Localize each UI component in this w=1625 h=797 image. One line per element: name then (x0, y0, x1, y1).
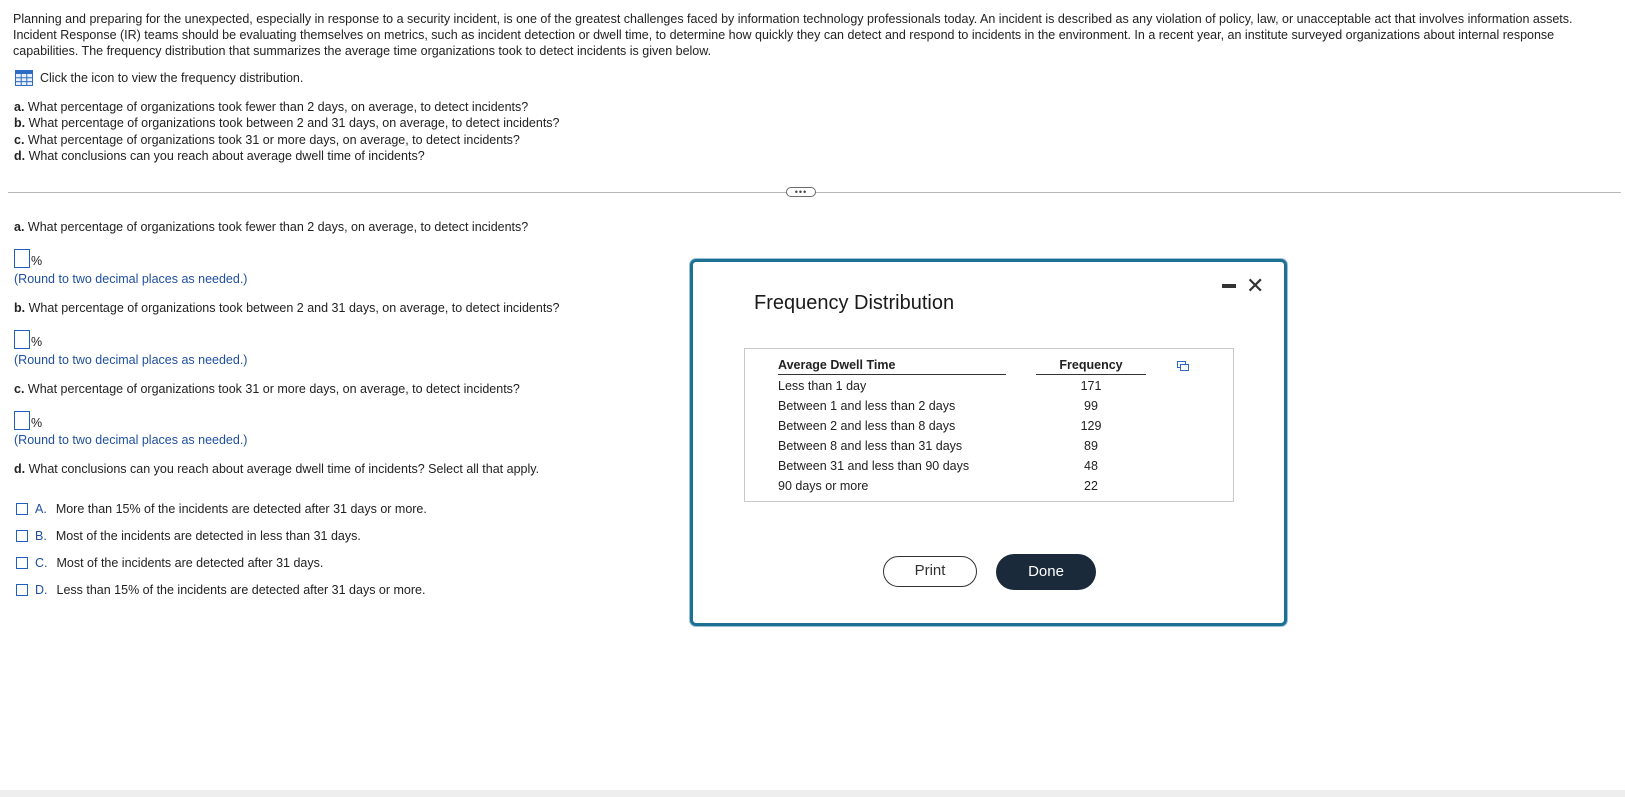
bottom-bar (0, 790, 1625, 797)
question-b: b. What percentage of organizations took between 2 and 31 days, on average, to detect incidents? (14, 116, 560, 131)
close-icon[interactable]: ✕ (1246, 273, 1265, 298)
expand-button[interactable]: ••• (786, 187, 816, 197)
option-d-checkbox[interactable] (16, 584, 28, 596)
answer-question-c: c. What percentage of organizations took 31 or more days, on average, to detect incidents? (14, 382, 520, 396)
header-dwell-time: Average Dwell Time (778, 355, 1006, 375)
frequency-table (778, 355, 1146, 495)
answer-a-hint: (Round to two decimal places as needed.) (14, 272, 248, 286)
answer-b-row: % (14, 330, 42, 349)
answer-question-d: d. What conclusions can you reach about average dwell time of incidents? Select all that apply. (14, 462, 540, 476)
view-distribution-line (15, 70, 303, 86)
table-row: Between 1 and less than 2 days 99 (778, 398, 1098, 413)
table-icon[interactable] (15, 70, 33, 86)
answer-question-b: b. What percentage of organizations took between 2 and 31 days, on average, to detect incidents? (14, 301, 560, 315)
question-list (14, 99, 560, 165)
answer-a-input[interactable] (14, 249, 30, 268)
option-a[interactable]: A. More than 15% of the incidents are detected after 31 days or more. (16, 502, 427, 516)
done-button[interactable]: Done (996, 554, 1096, 590)
option-b[interactable]: B. Most of the incidents are detected in less than 31 days. (16, 529, 361, 543)
copy-icon[interactable] (1177, 361, 1189, 371)
answer-b-hint: (Round to two decimal places as needed.) (14, 353, 248, 367)
table-row: Between 31 and less than 90 days 48 (778, 458, 1098, 473)
option-c-checkbox[interactable] (16, 557, 28, 569)
option-c[interactable]: C. Most of the incidents are detected after 31 days. (16, 556, 323, 570)
option-d[interactable]: D. Less than 15% of the incidents are detected after 31 days or more. (16, 583, 425, 597)
table-header-row (778, 355, 1146, 375)
print-button[interactable]: Print (883, 556, 977, 587)
answer-b-input[interactable] (14, 330, 30, 349)
frequency-distribution-dialog (690, 259, 1287, 626)
answer-a-row: % (14, 249, 42, 268)
dialog-title: Frequency Distribution (754, 292, 955, 314)
option-a-checkbox[interactable] (16, 503, 28, 515)
answer-c-row: % (14, 411, 42, 430)
answer-c-input[interactable] (14, 411, 30, 430)
table-row: 90 days or more 22 (778, 478, 1098, 493)
frequency-table-container (744, 348, 1234, 502)
table-row: Less than 1 day 171 (778, 378, 1102, 393)
header-frequency: Frequency (1036, 355, 1146, 375)
question-c: c. What percentage of organizations took 31 or more days, on average, to detect incidents? (14, 132, 520, 147)
question-a: a. What percentage of organizations took fewer than 2 days, on average, to detect incidents? (14, 100, 529, 114)
option-b-checkbox[interactable] (16, 530, 28, 542)
answer-c-hint: (Round to two decimal places as needed.) (14, 433, 248, 447)
view-distribution-text: Click the icon to view the frequency distribution. (40, 71, 304, 85)
question-d: d. What conclusions can you reach about average dwell time of incidents? (14, 149, 425, 164)
table-row: Between 8 and less than 31 days 89 (778, 438, 1098, 453)
answer-question-a: a. What percentage of organizations took fewer than 2 days, on average, to detect incidents? (14, 220, 529, 234)
problem-intro: Planning and preparing for the unexpected, especially in response to a security incident, is one of the greatest challenges faced by information technology professionals today. An incident is described as any violation of policy, law, or unacceptable act that involves information assets. Incident Response (IR) teams should be evaluating themselves on metrics, such as incident detection or dwell time, to determine how quickly they can detect and respond to incidents in the environment. In a recent year, an institute surveyed organizations about internal response capabilities. The frequency distribution that summarizes the average time organizations took to detect incidents is given below. (13, 12, 1573, 58)
table-row: Between 2 and less than 8 days 129 (778, 418, 1102, 433)
minimize-icon[interactable] (1222, 284, 1236, 288)
